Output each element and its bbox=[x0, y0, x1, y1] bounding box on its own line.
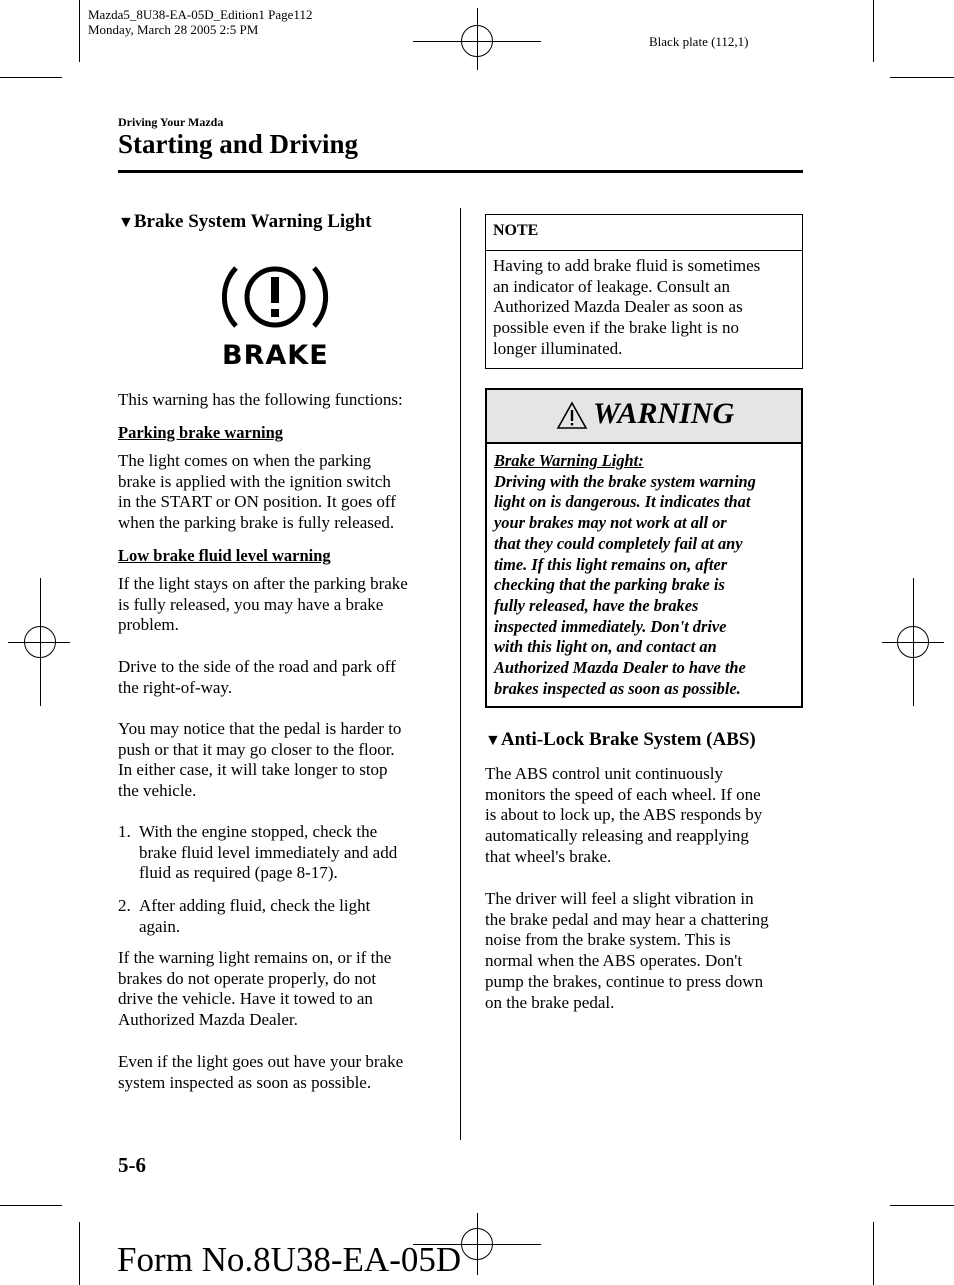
abs-paragraph-1: The ABS control unit continuously monitors the speed of each wheel. If one is about to lock up, the ABS responds by automatically releasing and reapplying that wheel's brake. bbox=[485, 764, 763, 866]
brake-warning-heading: ▼Brake System Warning Light bbox=[118, 211, 372, 232]
parking-brake-subheading: Parking brake warning bbox=[118, 423, 284, 442]
note-divider bbox=[486, 250, 802, 251]
low-fluid-paragraph-3: You may notice that the pedal is harder to push or that it may go closer to the floor. In either case, it will take longer to stop the vehicle. bbox=[118, 719, 402, 801]
brake-symbol-icon bbox=[222, 256, 332, 336]
light-goes-out-paragraph: Even if the light goes out have your brake system inspected as soon as possible. bbox=[118, 1052, 404, 1092]
print-info bbox=[88, 7, 312, 37]
triangle-bullet-icon: ▼ bbox=[485, 732, 501, 749]
column-divider bbox=[460, 208, 461, 1140]
low-fluid-paragraph-1: If the light stays on after the parking brake is fully released, you may have a brake problem. bbox=[118, 574, 408, 635]
print-file-line: Mazda5_8U38-EA-05D_Edition1 Page112 bbox=[88, 7, 313, 22]
warning-subtitle: Brake Warning Light: bbox=[494, 451, 644, 470]
low-fluid-subheading: Low brake fluid level warning bbox=[118, 546, 331, 565]
page-title: Starting and Driving bbox=[118, 129, 359, 159]
note-text: Having to add brake fluid is sometimes an indicator of leakage. Consult an Authorized Mazda Dealer as soon as possible even if the brake light is no longer illuminated. bbox=[493, 256, 761, 358]
warning-text: Brake Warning Light: Driving with the brake system warning light on is dangerous. It indicates that your brakes may not work at all or that they could completely fail at any time. If this light remains on, after checking that the parking brake is fully released, have the brakes inspected immediately. Don't drive with this light on, and contact an Authorized Mazda Dealer to have the brakes inspected as soon as possible. bbox=[494, 451, 756, 698]
plate-label: Black plate (112,1) bbox=[649, 34, 749, 49]
intro-text: This warning has the following functions: bbox=[118, 390, 403, 409]
list-item: 1. With the engine stopped, check the brake fluid level immediately and add fluid as required (page 8-17). bbox=[118, 822, 398, 883]
print-date-line: Monday, March 28 2005 2:5 PM bbox=[88, 22, 259, 37]
section-label: Driving Your Mazda bbox=[118, 115, 224, 129]
warning-title: WARNING bbox=[593, 397, 735, 430]
warning-triangle-icon bbox=[556, 401, 588, 430]
warning-remains-paragraph: If the warning light remains on, or if the brakes do not operate properly, do not drive the vehicle. Have it towed to an Authorized Mazda Dealer. bbox=[118, 948, 392, 1030]
parking-brake-paragraph: The light comes on when the parking brake is applied with the ignition switch in the START or ON position. It goes off when the parking brake is fully released. bbox=[118, 451, 396, 533]
note-title: NOTE bbox=[493, 222, 539, 239]
brake-icon-label: BRAKE bbox=[222, 340, 329, 371]
note-box bbox=[485, 214, 803, 369]
page-number: 5-6 bbox=[118, 1153, 146, 1177]
warning-header bbox=[487, 390, 801, 444]
title-rule bbox=[118, 170, 803, 173]
abs-heading: ▼Anti-Lock Brake System (ABS) bbox=[485, 729, 756, 750]
list-item: 2. After adding fluid, check the light again. bbox=[118, 896, 371, 936]
abs-paragraph-2: The driver will feel a slight vibration in the brake pedal and may hear a chattering noise from the brake system. This is normal when the ABS operates. Don't pump the brakes, continue to press down on the brake pedal. bbox=[485, 889, 769, 1012]
warning-box bbox=[485, 388, 803, 708]
triangle-bullet-icon: ▼ bbox=[118, 214, 134, 231]
low-fluid-paragraph-2: Drive to the side of the road and park off the right-of-way. bbox=[118, 657, 396, 697]
form-number: Form No.8U38-EA-05D bbox=[117, 1240, 462, 1279]
brake-warning-icon bbox=[222, 256, 332, 374]
